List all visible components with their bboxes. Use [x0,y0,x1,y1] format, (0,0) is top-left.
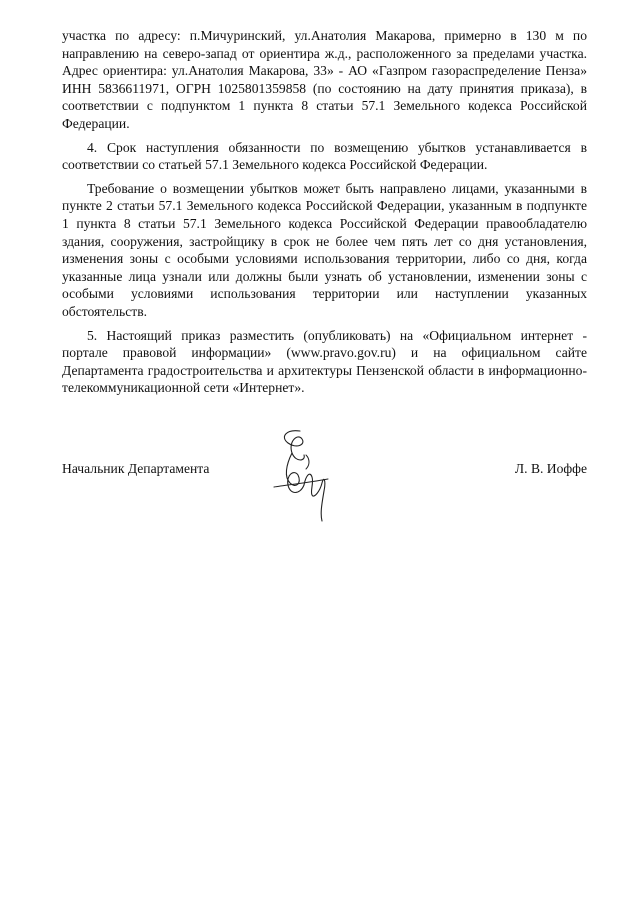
paragraph-item-5: 5. Настоящий приказ разместить (опубликовать) на «Официальном интернет - портале правовой информации» (www.pravo.gov.ru) и на официальном сайте Департамента градостроительства и архитектуры Пензенской области в информационно-телекоммуникационной сети «Интернет». [62,327,587,396]
signer-name: Л. В. Иоффе [514,461,587,476]
paragraph-damages-claim: Требование о возмещении убытков может быть направлено лицами, указанными в пункте 2 статьи 57.1 Земельного кодекса Российской Федерации, указанным в подпункте 1 пункта 8 статьи 57.1 Земельного кодекса Российской Федерации правообладателю здания, сооружения, застройщику в срок не более чем пять лет со дня установления, изменения зоны с особыми условиями использования территории, либо со дня, когда указанные лица узнали или должны были узнать об установлении, изменении зоны с особыми условиями использования территории или наступлении указанных обстоятельств. [62,180,587,319]
document-body [62,27,587,403]
paragraph-item-4: 4. Срок наступления обязанности по возмещению убытков устанавливается в соответствии со статьей 57.1 Земельного кодекса Российской Федерации. [62,139,587,173]
paragraph-continuation: участка по адресу: п.Мичуринский, ул.Анатолия Макарова, примерно в 130 м по направлению на северо-запад от ориентира ж.д., расположенного за пределами участка. Адрес ориентира: ул.Анатолия Макарова, 33» - АО «Газпром газораспределение Пенза» ИНН 5836611971, ОГРН 1025801359858 (по состоянию на дату принятия приказа), в соответствии с подпунктом 1 пункта 8 статьи 57.1 Земельного кодекса Российской Федерации. [62,28,587,131]
signer-position: Начальник Департамента [62,461,210,476]
handwritten-signature [266,425,336,525]
